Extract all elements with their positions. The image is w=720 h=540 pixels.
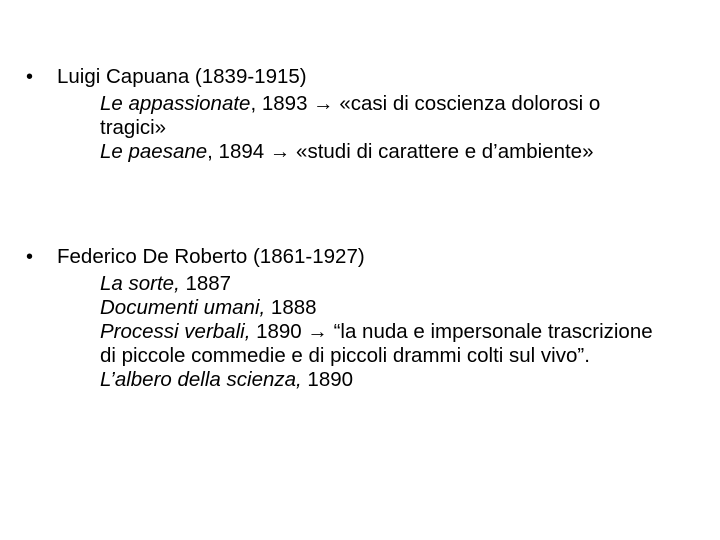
work-item <box>100 272 660 296</box>
work-detail: , 1894 → «studi di carattere e d’ambiente» <box>207 140 594 163</box>
bullet-dot-icon: • <box>26 66 34 88</box>
sub-list <box>0 272 660 392</box>
work-detail: , 1893 → «casi di coscienza dolorosi o tragici» <box>100 92 601 139</box>
bullet-heading-row <box>0 242 720 272</box>
work-title: La sorte, <box>100 272 180 295</box>
work-item <box>100 140 660 164</box>
bullet-dot-icon: • <box>26 246 34 268</box>
work-title: Processi verbali, <box>100 320 251 343</box>
work-item <box>100 368 660 392</box>
work-item <box>100 92 660 140</box>
bullet-heading-row <box>0 62 720 92</box>
work-title: Documenti umani, <box>100 296 266 319</box>
bullet-heading: Luigi Capuana (1839-1915) <box>57 65 307 88</box>
work-title: Le appassionate <box>100 92 251 115</box>
bullet-de-roberto <box>0 242 720 392</box>
work-detail: 1887 <box>179 272 232 295</box>
work-title: L’albero della scienza, <box>100 368 302 391</box>
bullet-capuana <box>0 62 720 164</box>
work-item <box>100 296 660 320</box>
work-detail: 1890 <box>301 368 354 391</box>
bullet-heading: Federico De Roberto (1861-1927) <box>57 245 365 268</box>
work-item <box>100 320 660 368</box>
work-title: Le paesane <box>100 140 208 163</box>
sub-list <box>0 92 660 164</box>
work-detail: 1890 → “la nuda e impersonale trascrizione di piccole commedie e di piccoli drammi colti sul vivo”. <box>100 320 653 367</box>
work-detail: 1888 <box>265 296 317 319</box>
